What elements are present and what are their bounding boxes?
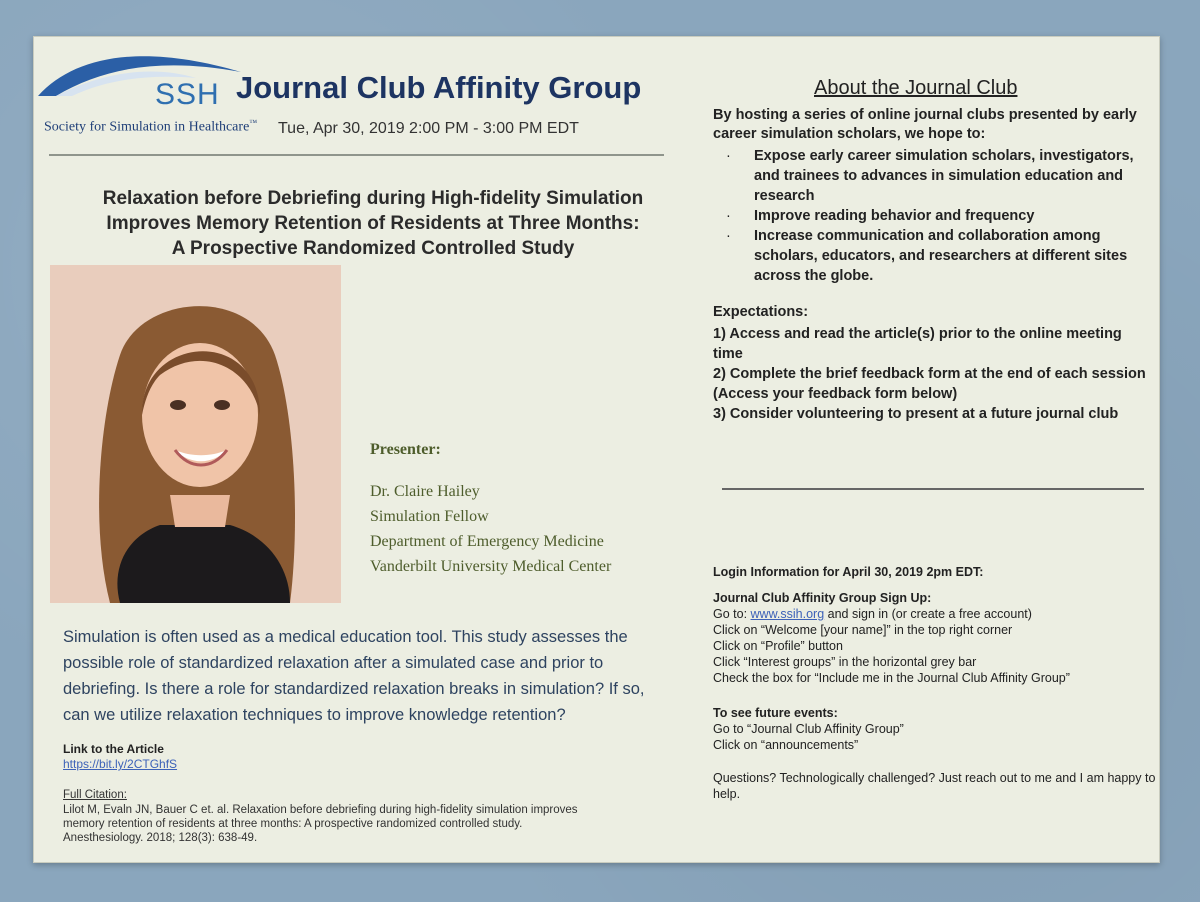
signup-go-to — [713, 606, 1153, 622]
list-item: 2) Complete the brief feedback form at the end of each session (Access your feedback form below) — [713, 366, 1146, 402]
citation-line: Lilot M, Evaln JN, Bauer C et. al. Relaxation before debriefing during high-fidelity simulation improves — [63, 804, 578, 816]
logo-subtitle-text: Society for Simulation in Healthcare — [44, 119, 250, 135]
ssih-link[interactable]: www.ssih.org — [750, 607, 825, 621]
bullet-icon: · — [726, 208, 731, 224]
list-item: Go to “Journal Club Affinity Group” — [713, 722, 904, 736]
citation-line: memory retention of residents at three months: A prospective randomized controlled study. — [63, 818, 523, 830]
citation-line: Anesthesiology. 2018; 128(3): 638-49. — [63, 832, 258, 844]
article-link[interactable]: https://bit.ly/2CTGhfS — [63, 757, 178, 771]
page-title: Journal Club Affinity Group — [236, 70, 642, 105]
list-item: 1) Access and read the article(s) prior to the online meeting time — [713, 326, 1122, 362]
presenter-role: Simulation Fellow — [370, 508, 489, 525]
event-date: Tue, Apr 30, 2019 2:00 PM - 3:00 PM EDT — [278, 120, 579, 137]
about-intro: By hosting a series of online journal clubs presented by early career simulation scholars, we hope to: — [713, 107, 1137, 142]
go-to-suffix: and sign in (or create a free account) — [824, 607, 1032, 621]
article-summary: Simulation is often used as a medical education tool. This study assesses the possible role of standardized relaxation after a simulated case and prior to debriefing. Is there a role for standardized relaxation breaks in simulation? If so, can we utilize relaxation techniques to improve knowledge retention? — [63, 628, 645, 724]
divider-right — [722, 488, 1144, 490]
bullet-icon: · — [726, 148, 731, 164]
list-item: 3) Consider volunteering to present at a future journal club — [713, 406, 1119, 422]
article-title-line: Relaxation before Debriefing during High-fidelity Simulation — [102, 188, 644, 209]
trademark-mark: ™ — [249, 118, 258, 127]
article-title-line: Improves Memory Retention of Residents at Three Months: — [106, 213, 640, 234]
presenter-info — [370, 441, 611, 579]
citation-text — [63, 803, 623, 845]
signup-instructions — [713, 590, 1153, 686]
list-item: Click on “announcements” — [713, 738, 859, 752]
presenter-institution: Vanderbilt University Medical Center — [370, 558, 612, 575]
presenter-portrait-icon — [50, 265, 341, 603]
bullet-icon: · — [726, 228, 731, 244]
presenter-label: Presenter: — [370, 441, 441, 458]
go-to-prefix: Go to: — [713, 607, 751, 621]
presenter-department: Department of Emergency Medicine — [370, 533, 604, 550]
about-goals — [726, 146, 1156, 286]
ssh-logo — [36, 44, 258, 135]
list-item — [726, 226, 1156, 286]
future-heading: To see future events: — [713, 706, 838, 720]
list-item: Click on “Profile” button — [713, 639, 843, 653]
expectations-title: Expectations: — [713, 304, 809, 320]
article-link-label: Link to the Article — [63, 742, 164, 756]
goal-text: Improve reading behavior and frequency — [754, 208, 1035, 224]
list-item — [726, 146, 1156, 206]
presenter-name: Dr. Claire Hailey — [370, 483, 480, 500]
list-item: Click on “Welcome [your name]” in the top right corner — [713, 623, 1013, 637]
article-title — [73, 186, 673, 261]
future-events — [713, 705, 1153, 753]
about-title: About the Journal Club — [814, 77, 1018, 99]
goal-text: Expose early career simulation scholars, investigators, and trainees to advances in simulation education and research — [754, 148, 1134, 204]
list-item: Check the box for “Include me in the Journal Club Affinity Group” — [713, 671, 1070, 685]
goal-text: Increase communication and collaboration among scholars, educators, and researchers at different sites across the globe. — [754, 228, 1128, 284]
flyer-sheet — [33, 36, 1160, 863]
expectations-list — [713, 324, 1153, 424]
presenter-photo — [50, 265, 341, 603]
signup-heading: Journal Club Affinity Group Sign Up: — [713, 591, 932, 605]
logo-text: SSH — [155, 78, 220, 111]
citation-label: Full Citation: — [63, 789, 127, 801]
list-item: Click “Interest groups” in the horizontal grey bar — [713, 655, 977, 669]
divider-left — [49, 154, 664, 156]
questions-note: Questions? Technologically challenged? Just reach out to me and I am happy to help. — [713, 771, 1156, 801]
article-title-line: A Prospective Randomized Controlled Study — [171, 238, 575, 259]
login-title: Login Information for April 30, 2019 2pm EDT: — [713, 565, 984, 579]
logo-subtitle — [44, 118, 257, 136]
list-item — [726, 206, 1156, 226]
